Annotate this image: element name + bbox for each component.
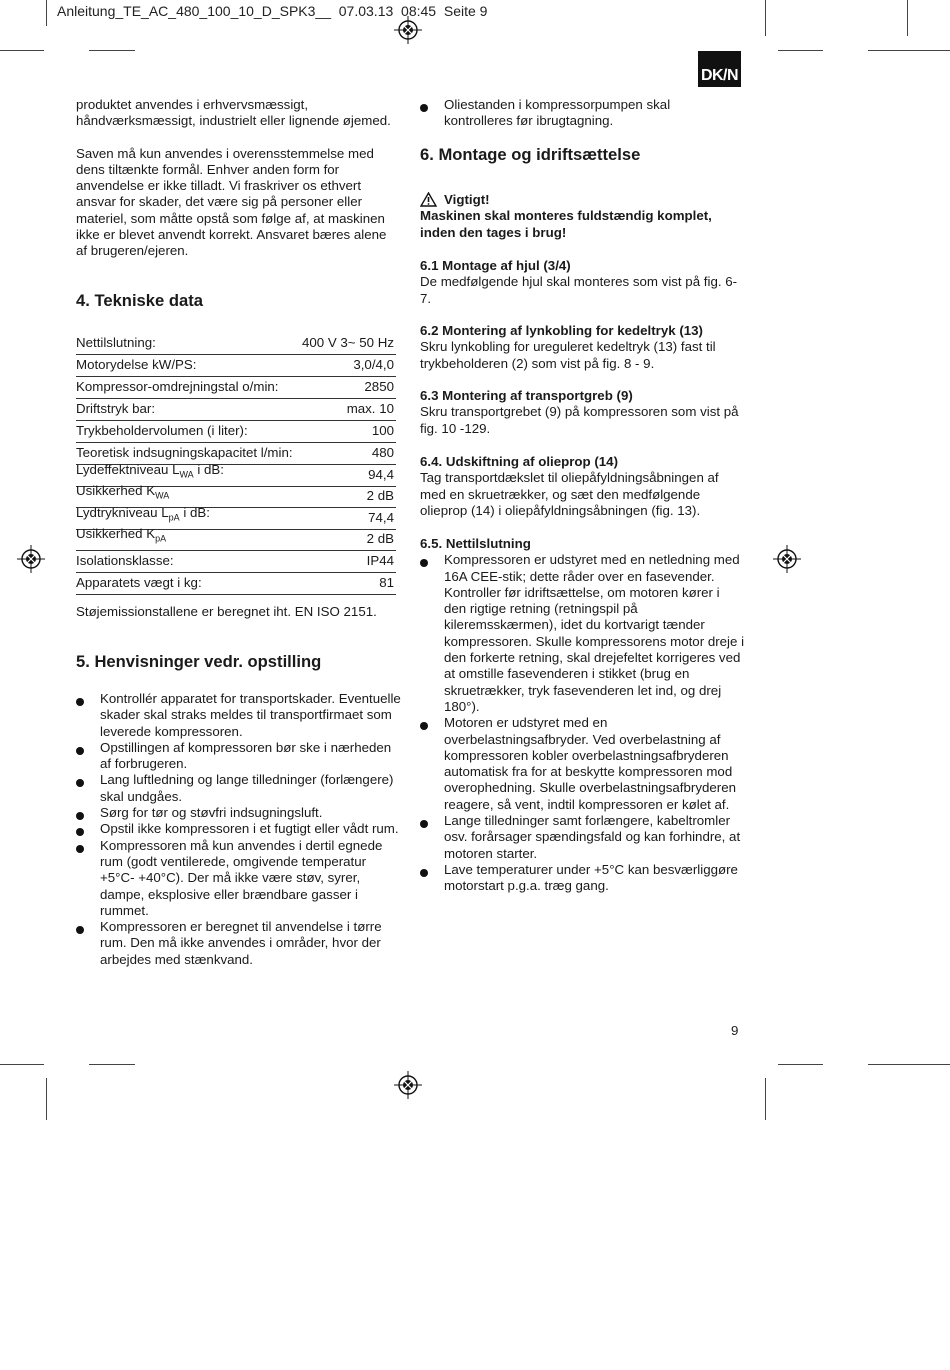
registration-mark-icon bbox=[17, 545, 45, 573]
registration-mark-icon bbox=[773, 545, 801, 573]
list-item: Oliestanden i kompressorpumpen skal kontrolleres før ibrugtagning. bbox=[420, 97, 740, 130]
registration-mark-icon bbox=[394, 1071, 422, 1099]
subsection-title: 6.3 Montering af transportgreb (9) bbox=[420, 388, 633, 403]
subsection-title: 6.4. Udskiftning af olieprop (14) bbox=[420, 454, 618, 469]
intended-use-paragraph: Saven må kun anvendes i overensstemmelse med dens tiltænkte formål. Enhver anden form for anvendelse er ikke tilladt. Vi fraskriver os ethvert ansvar for skader, det være sig på personer eller materiel, som måtte opstå som følge af, at maskinen ikke er blevet anvendt korrekt. Ansvaret bæres alene af brugeren/ejeren. bbox=[76, 145, 387, 259]
subsection-text: Skru transportgrebet (9) på kompressoren som vist på fig. 10 -129. bbox=[420, 404, 739, 436]
list-item: Motoren er udstyret med en overbelastningsafbryder. Ved overbelastning af kompressoren kobler overbelastningsafbryderen automatisk fra for at beskytte kompressoren mod overophedning. Skulle overbelastningsafbryderen reagere, så vent, indtil kompressoren er kølet af. bbox=[420, 715, 745, 813]
spec-row: Motorydelse kW/PS: 3,0/4,0 bbox=[76, 354, 396, 377]
list-item: Sørg for tør og støvfri indsugningsluft. bbox=[76, 805, 401, 821]
list-item: Lang luftledning og lange tilledninger (forlængere) skal undgåes. bbox=[76, 772, 401, 805]
subsection-text: De medfølgende hjul skal monteres som vist på fig. 6-7. bbox=[420, 274, 738, 306]
noise-note: Støjemissionstallene er beregnet iht. EN ISO 2151. bbox=[76, 604, 377, 619]
subsection-title: 6.2 Montering af lynkobling for kedeltryk (13) bbox=[420, 323, 703, 338]
print-header: Anleitung_TE_AC_480_100_10_D_SPK3__ 07.03.13 08:45 Seite 9 bbox=[57, 3, 488, 19]
spec-row: Usikkerhed $K_{WA}$ 2 dB bbox=[76, 485, 396, 508]
list-item: Lange tilledninger samt forlængere, kabeltromler osv. forårsager spændingsfald og kan forhindre, at motoren starter. bbox=[420, 813, 745, 862]
subsection-title: 6.5. Nettilslutning bbox=[420, 536, 531, 551]
section-6-5 bbox=[420, 536, 745, 895]
section-6-3 bbox=[420, 388, 740, 437]
spec-row: Apparatets vægt i kg: 81 bbox=[76, 572, 396, 595]
spec-row: Isolationsklasse: IP44 bbox=[76, 550, 396, 573]
intro-paragraph: produktet anvendes i erhvervsmæssigt, håndværksmæssigt, industrielt eller lignende øjemed. bbox=[76, 97, 391, 129]
language-badge: DK/N bbox=[698, 51, 741, 87]
list-item: Opstillingen af kompressoren bør ske i nærheden af forbrugeren. bbox=[76, 740, 401, 773]
list-item: Kompressoren må kun anvendes i dertil egnede rum (godt ventilerede, omgivende temperatur +5°C- +40°C). Der må ikke være støv, syrer, dampe, eksplosive eller brændbare gasser i rummet. bbox=[76, 838, 401, 919]
warning-triangle-icon bbox=[420, 192, 437, 207]
warning-title: Vigtigt! bbox=[444, 192, 490, 207]
subsection-text: Skru lynkobling for ureguleret kedeltryk (13) fast til trykbeholderen (2) som vist på fig. 8 - 9. bbox=[420, 339, 716, 371]
spec-row: Trykbeholdervolumen (i liter): 100 bbox=[76, 420, 396, 443]
section-5-list bbox=[76, 691, 401, 968]
spec-row: Teoretisk indsugningskapacitet l/min: 480 bbox=[76, 442, 396, 465]
list-item: Kompressoren er beregnet til anvendelse i tørre rum. Den må ikke anvendes i områder, hvor der arbejdes med stænkvand. bbox=[76, 919, 401, 968]
list-item: Kontrollér apparatet for transportskader. Eventuelle skader skal straks meldes til transportfirmaet som leverede kompressoren. bbox=[76, 691, 401, 740]
spec-row: Driftstryk bar: max. 10 bbox=[76, 398, 396, 421]
page-number: 9 bbox=[731, 1023, 739, 1038]
left-intro bbox=[76, 97, 396, 260]
list-item: Kompressoren er udstyret med en netledning med 16A CEE-stik; dette råder over en fasevender. Kontroller før idriftsættelse, om motoren kører i den rigtige retning (retningspil på kileremsskærmen), idet du kortvarigt tænder kompressoren. Skulle kompressorens motor dreje i den forkerte retning, skal drejefeltet korrigeres ved at omstille fasevenderen i stikket (brug en skruetrækker, tryk fasevenderen let ind, og drej 180°). bbox=[420, 552, 745, 715]
right-top-list bbox=[420, 97, 740, 130]
registration-mark-icon bbox=[394, 16, 422, 44]
spec-row: Lydeffektniveau $L_{WA}$ i dB: 94,4 bbox=[76, 464, 396, 487]
subsection-title: 6.1 Montage af hjul (3/4) bbox=[420, 258, 571, 273]
subsection-text: Tag transportdækslet til oliepåfyldningsåbningen af med en skruetrækker, og sæt den medfølgende olieprop (14) i oliepåfyldningsåbningen (fig. 13). bbox=[420, 470, 719, 518]
warning-box bbox=[420, 192, 740, 241]
section-6-4 bbox=[420, 454, 740, 519]
section-6-heading: 6. Montage og idriftsættelse bbox=[420, 145, 641, 164]
section-6-1 bbox=[420, 258, 740, 307]
spec-row: Nettilslutning: 400 V 3~ 50 Hz bbox=[76, 332, 396, 355]
warning-text: Maskinen skal monteres fuldstændig komplet, inden den tages i brug! bbox=[420, 208, 712, 240]
list-item: Opstil ikke kompressoren i et fugtigt eller vådt rum. bbox=[76, 821, 401, 837]
list-item: Lave temperaturer under +5°C kan besværliggøre motorstart p.g.a. træg gang. bbox=[420, 862, 745, 895]
spec-row: Lydtrykniveau $L_{pA}$ i dB: 74,4 bbox=[76, 507, 396, 530]
section-6-2 bbox=[420, 323, 740, 372]
spec-row: Usikkerhed $K_{pA}$ 2 dB bbox=[76, 528, 396, 551]
spec-row: Kompressor-omdrejningstal o/min: 2850 bbox=[76, 376, 396, 399]
section-5-heading: 5. Henvisninger vedr. opstilling bbox=[76, 652, 322, 671]
section-4-heading: 4. Tekniske data bbox=[76, 291, 203, 310]
